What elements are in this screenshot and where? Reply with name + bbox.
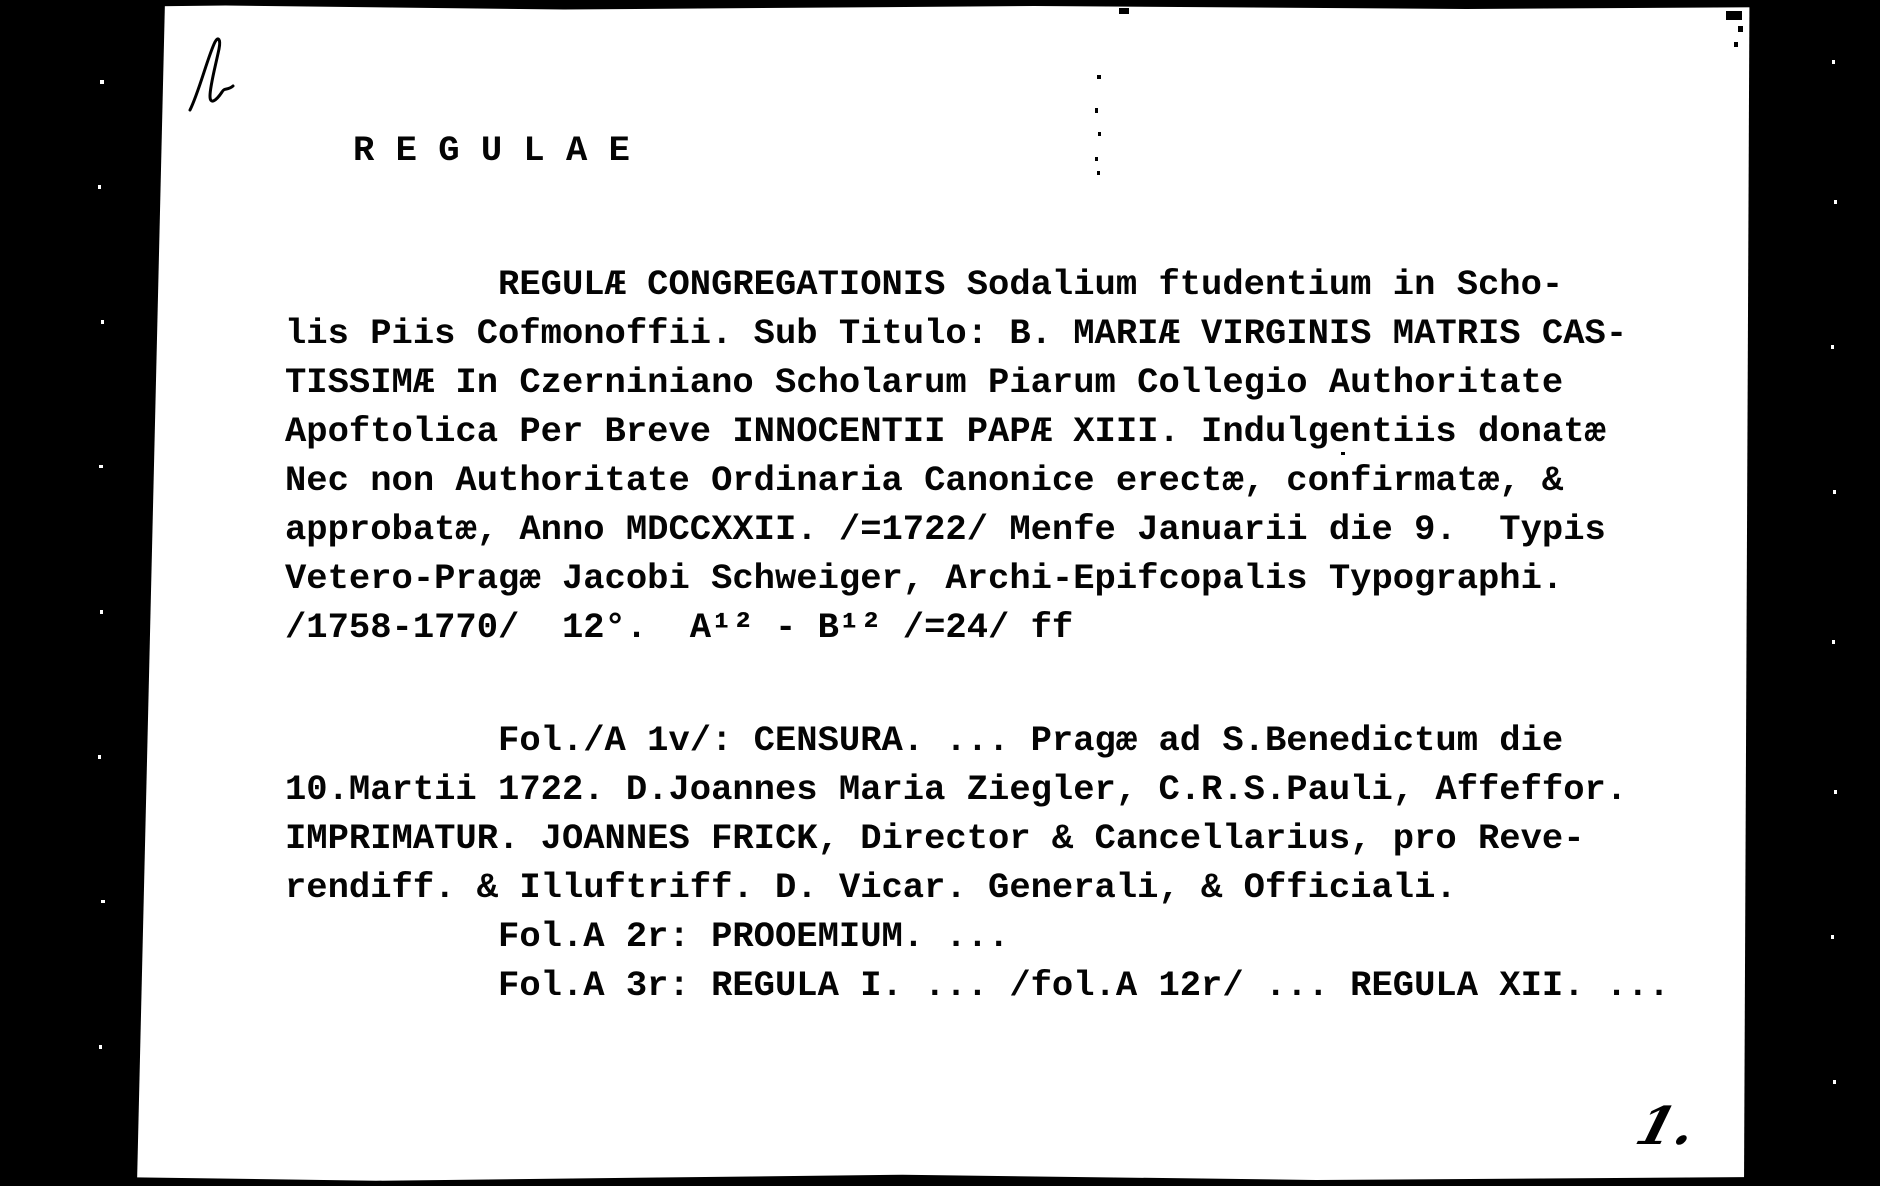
- film-speck: [99, 465, 103, 468]
- scan-border-top: [0, 0, 1880, 10]
- film-speck: [99, 1045, 102, 1049]
- scan-speck: [1095, 108, 1098, 113]
- film-speck: [100, 610, 103, 614]
- film-speck: [101, 900, 105, 903]
- scan-speck: [1119, 8, 1129, 14]
- scan-speck: [1098, 132, 1101, 136]
- film-speck: [1832, 60, 1835, 64]
- film-speck: [1831, 935, 1834, 939]
- film-speck: [1834, 790, 1837, 794]
- text-line: Fol.A 3r: REGULA I. ... /fol.A 12r/ ... REGULA XII. ...: [285, 965, 1670, 1006]
- text-line-collation: /1758-1770/ 12°. A¹² - B¹² /=24/ ff: [285, 607, 1074, 648]
- film-speck: [1833, 490, 1836, 494]
- scan-speck: [1097, 171, 1100, 175]
- text-line: approbatæ, Anno MDCCXXII. /=1722/ Menfe Januarii die 9. Typis: [285, 509, 1606, 550]
- text-line: REGULÆ CONGREGATIONIS Sodalium ftudentium in Scho-: [285, 264, 1564, 305]
- text-line: IMPRIMATUR. JOANNES FRICK, Director & Cancellarius, pro Reve-: [285, 818, 1585, 859]
- text-line: Nec non Authoritate Ordinaria Canonice erectæ, confirmatæ, &: [285, 460, 1564, 501]
- scan-border-left: [0, 0, 165, 1186]
- film-speck: [1831, 345, 1834, 349]
- scan-border-bottom: [0, 1171, 1880, 1186]
- handwritten-page-number: 1.: [1629, 1096, 1706, 1157]
- text-line: 10.Martii 1722. D.Joannes Maria Ziegler, C.R.S.Pauli, Affeffor.: [285, 769, 1628, 810]
- text-line: TISSIMÆ In Czerniniano Scholarum Piarum Collegio Authoritate: [285, 362, 1564, 403]
- paragraph-imprint: [285, 260, 1627, 652]
- text-line: Apoftolica Per Breve INNOCENTII PAPÆ XIII. Indulgentiis donatæ: [285, 411, 1606, 452]
- scan-speck: [1095, 157, 1098, 161]
- film-speck: [98, 185, 101, 189]
- text-line: rendiff. & Illuftriff. D. Vicar. Generali, & Officiali.: [285, 867, 1457, 908]
- film-speck: [101, 320, 104, 324]
- film-speck: [98, 755, 101, 759]
- film-speck: [1833, 1080, 1836, 1084]
- scan-speck: [1734, 42, 1738, 47]
- scan-speck: [1341, 452, 1345, 455]
- scan-speck: [1097, 75, 1101, 79]
- scan-speck: [1738, 26, 1743, 32]
- text-line: Fol./A 1v/: CENSURA. ... Pragæ ad S.Benedictum die: [285, 720, 1564, 761]
- film-speck: [1832, 640, 1835, 644]
- text-line: lis Piis Cofmonoffii. Sub Titulo: B. MARIÆ VIRGINIS MATRIS CAS-: [285, 313, 1628, 354]
- handwritten-letter-mark: [186, 34, 244, 116]
- film-speck: [1834, 200, 1837, 204]
- scan-border-right: [1744, 0, 1880, 1186]
- page-heading: R E G U L A E: [353, 130, 630, 171]
- paragraph-contents: [285, 716, 1670, 1010]
- scan-speck: [1726, 11, 1742, 20]
- text-line: Fol.A 2r: PROOEMIUM. ...: [285, 916, 1010, 957]
- film-speck: [100, 80, 104, 84]
- text-line: Vetero-Pragæ Jacobi Schweiger, Archi-Epifcopalis Typographi.: [285, 558, 1564, 599]
